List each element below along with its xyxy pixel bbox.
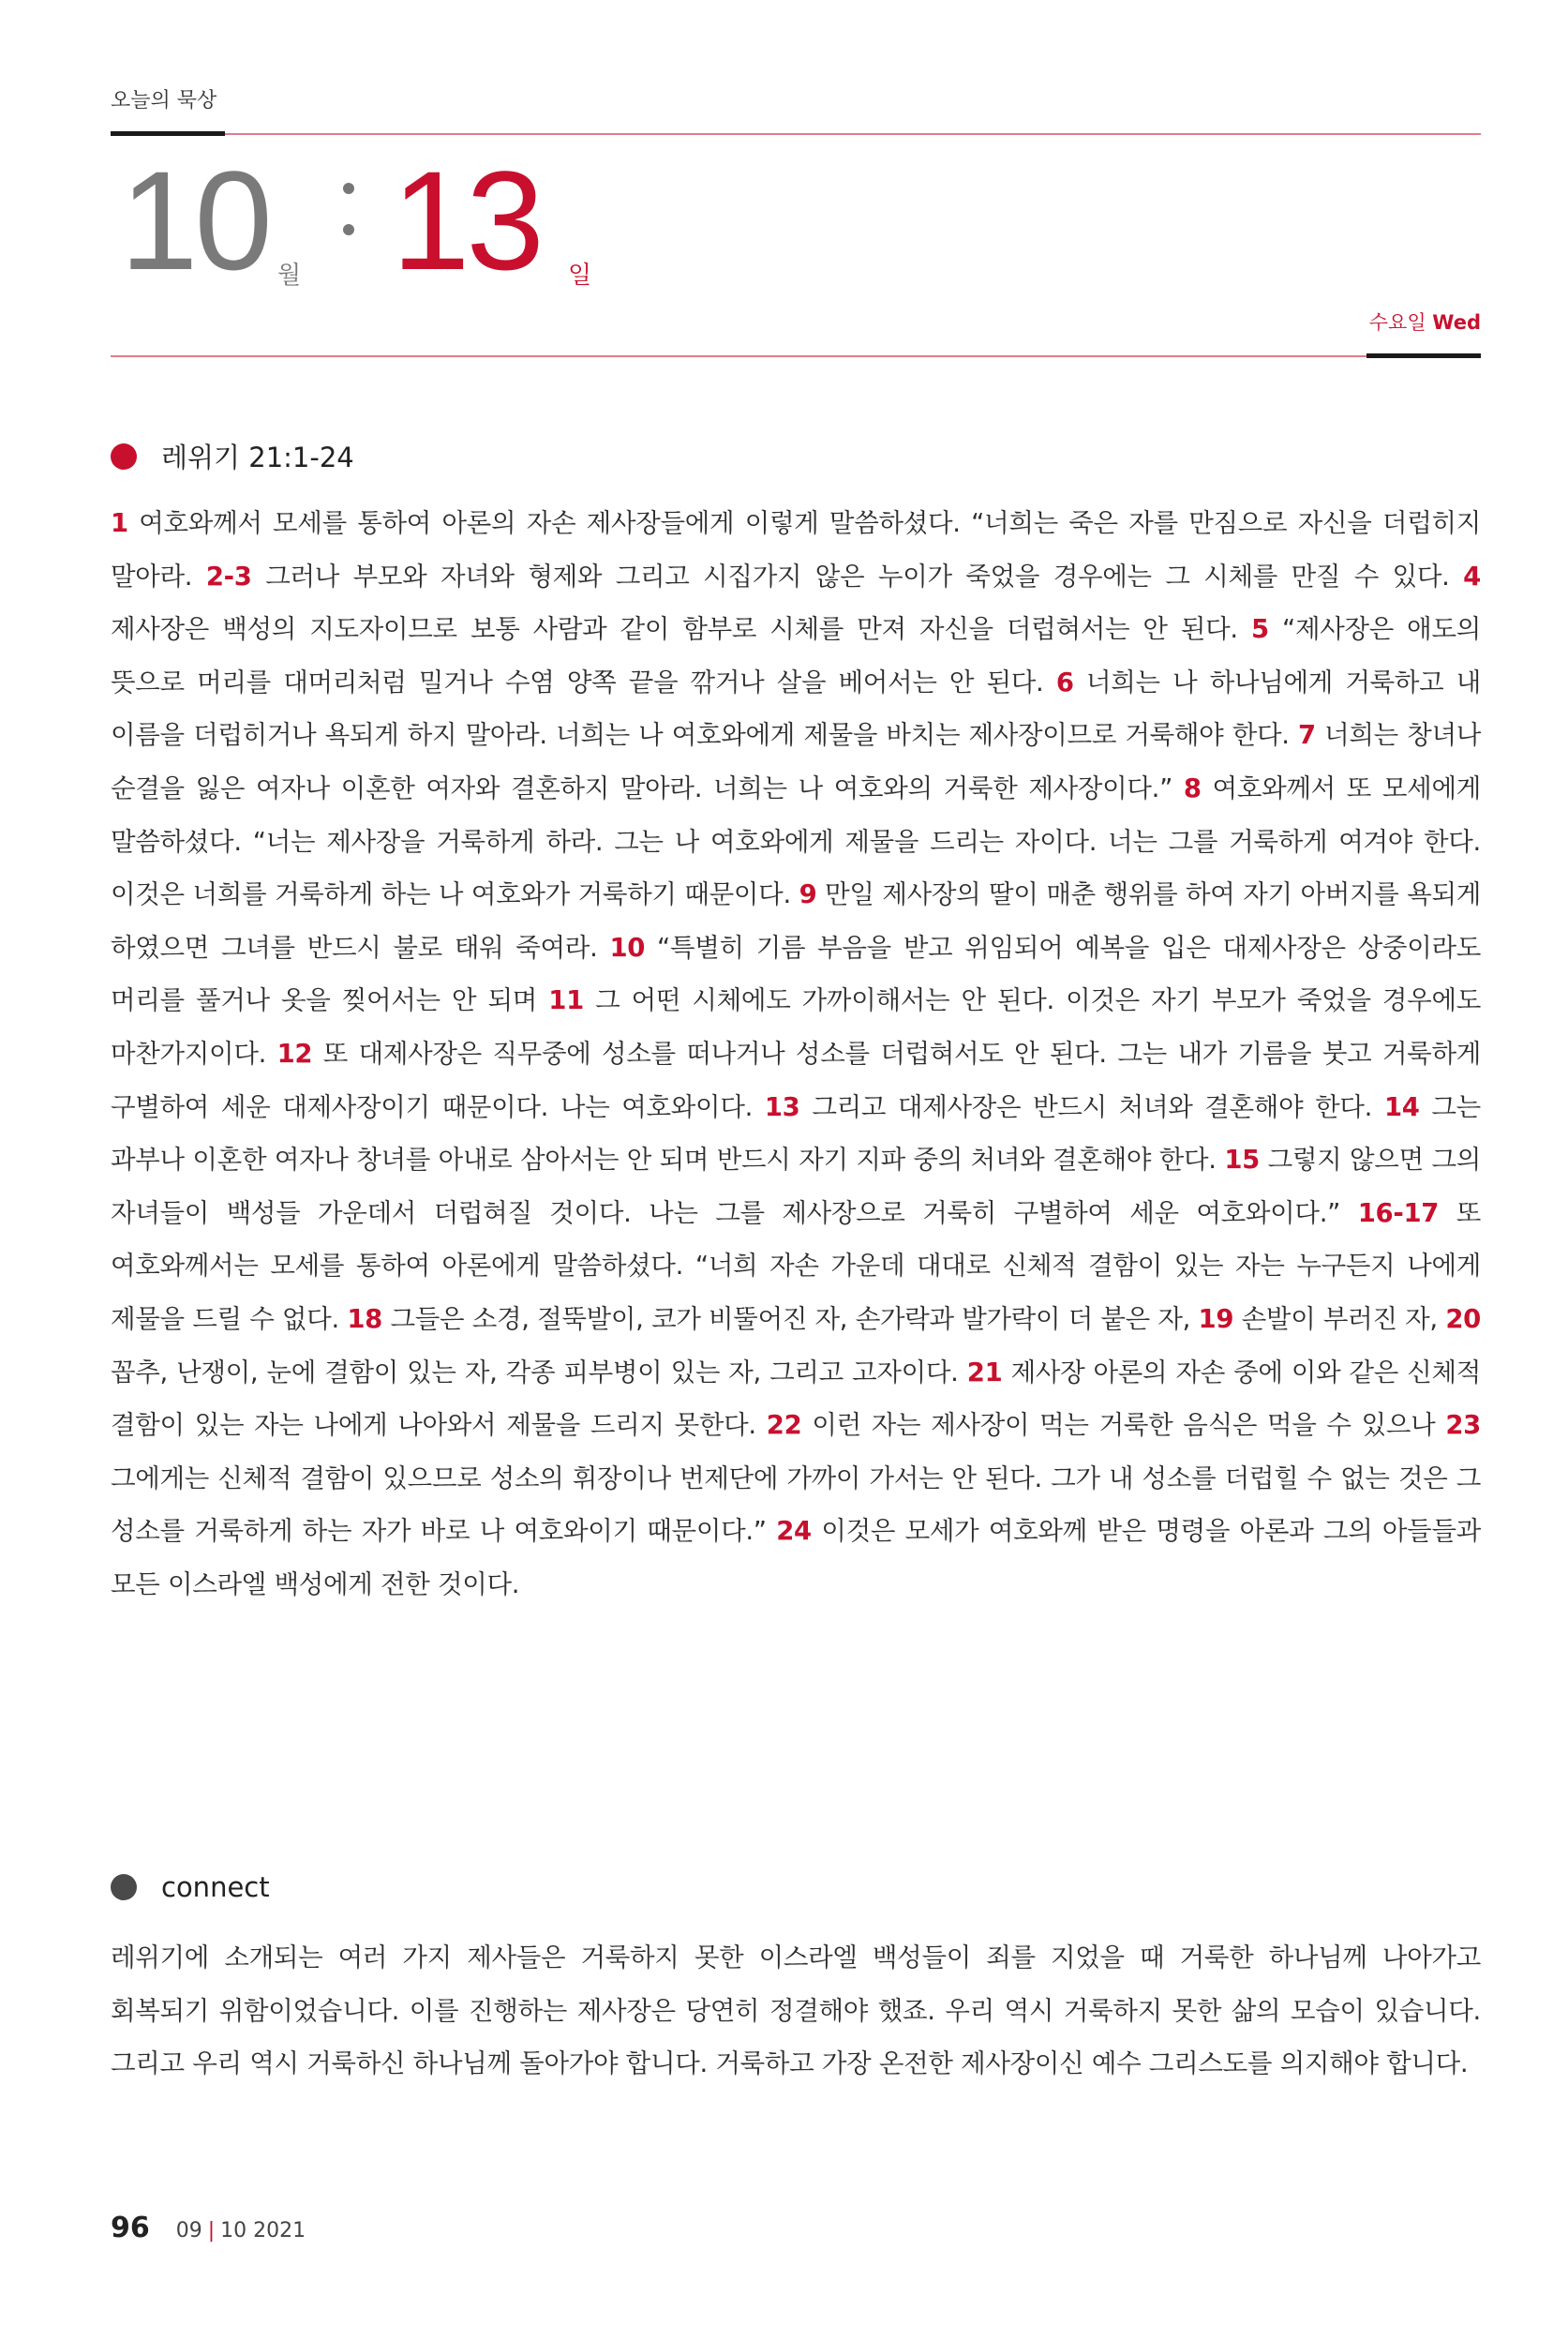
issue-separator: | xyxy=(207,2219,216,2242)
verse-text: “제사장은 애도의 뜻으로 머리를 대머리처럼 밀거나 수염 양쪽 끝을 깎거나 살을 베어서는 안 된다. xyxy=(111,614,1481,698)
weekday xyxy=(1369,308,1481,336)
verse-text: 그러나 부모와 자녀와 형제와 그리고 시집가지 않은 누이가 죽었을 경우에는 그 시체를 만질 수 있다. xyxy=(265,561,1450,592)
scripture-heading xyxy=(111,437,354,475)
verse-number: 2-3 xyxy=(205,561,252,592)
verse-number: 10 xyxy=(609,932,646,963)
page-footer xyxy=(111,2212,306,2244)
verse-text: 그들은 소경, 절뚝발이, 코가 비뚤어진 자, 손가락과 발가락이 더 붙은 자, xyxy=(390,1303,1191,1334)
day-unit: 일 xyxy=(568,262,592,290)
header-label: 오늘의 묵상 xyxy=(111,89,217,112)
header-rule-thick xyxy=(111,131,225,136)
verse-text: “특별히 기름 부음을 받고 위임되어 예복을 입은 대제사장은 상중이라도 머리를 풀거나 옷을 찢어서는 안 되며 xyxy=(111,932,1481,1016)
verse-number: 23 xyxy=(1445,1410,1481,1441)
verse-text: 그렇지 않으면 그의 자녀들이 백성들 가운데서 더럽혀질 것이다. 나는 그를 제사장으로 거룩히 구별하여 세운 여호와이다.” xyxy=(111,1145,1481,1228)
verse-number: 9 xyxy=(799,879,817,910)
verse-number: 1 xyxy=(111,508,128,538)
verse-number: 18 xyxy=(347,1303,383,1334)
verse-text: 여호와께서 또 모세에게 말씀하셨다. “너는 제사장을 거룩하게 하라. 그는 나 여호와에게 제물을 드리는 자이다. 너는 그를 거룩하게 여겨야 한다. 이것은 너희를 거룩하게 하는 나 여호와가 거룩하기 때문이다. xyxy=(111,772,1481,910)
verse-text: 여호와께서 모세를 통하여 아론의 자손 제사장들에게 이렇게 말씀하셨다. “너희는 죽은 자를 만짐으로 자신을 더럽히지 말아라. xyxy=(111,508,1481,592)
date-rule-thin xyxy=(111,355,1366,357)
verse-number: 11 xyxy=(548,985,584,1016)
scripture-reference: 레위기 21:1-24 xyxy=(161,442,354,473)
verse-number: 7 xyxy=(1297,720,1316,751)
verse-text: 그에게는 신체적 결함이 있으므로 성소의 휘장이나 번제단에 가까이 가서는 안 된다. 그가 내 성소를 더럽힐 수 없는 것은 그 성소를 거룩하게 하는 자가 바로 나 여호와이기 때문이다.” xyxy=(111,1462,1481,1547)
verse-number: 6 xyxy=(1055,667,1074,698)
verse-number: 22 xyxy=(766,1410,802,1441)
verse-number: 20 xyxy=(1445,1303,1481,1334)
month-unit: 월 xyxy=(277,262,302,290)
issue-left: 09 xyxy=(175,2219,202,2242)
verse-text: 그리고 대제사장은 반드시 처녀와 결혼해야 한다. xyxy=(812,1091,1373,1122)
issue-right: 10 2021 xyxy=(220,2219,306,2242)
verse-number: 8 xyxy=(1183,772,1202,803)
issue-info xyxy=(176,2219,306,2242)
verse-number: 15 xyxy=(1224,1145,1260,1176)
weekday-en: Wed xyxy=(1432,311,1481,334)
scripture-text xyxy=(111,497,1481,1611)
header-rule-thin xyxy=(225,133,1481,135)
day-number: 13 xyxy=(392,142,541,299)
connect-body: 레위기에 소개되는 여러 가지 제사들은 거룩하지 못한 이스라엘 백성들이 죄를 지었을 때 거룩한 하나님께 나아가고 회복되기 위함이었습니다. 이를 진행하는 제사장은 당연히 정결해야 했죠. 우리 역시 거룩하지 못한 삶의 모습이 있습니다. 그리고 우리 역시 거룩하신 하나님께 돌아가야 합니다. 거룩하고 가장 온전한 제사장이신 예수 그리스도를 의지해야 합니다. xyxy=(111,1942,1481,2079)
verse-text: 이런 자는 제사장이 먹는 거룩한 음식은 먹을 수 있으나 xyxy=(812,1410,1436,1441)
verse-text: 너희는 창녀나 순결을 잃은 여자나 이혼한 여자와 결혼하지 말아라. 너희는 나 여호와의 거룩한 제사장이다.” xyxy=(111,720,1481,803)
verse-text: 제사장은 백성의 지도자이므로 보통 사람과 같이 함부로 시체를 만져 자신을 더럽혀서는 안 된다. xyxy=(111,614,1238,645)
verse-text: 또 여호와께서는 모세를 통하여 아론에게 말씀하셨다. “너희 자손 가운데 대대로 신체적 결함이 있는 자는 누구든지 나에게 제물을 드릴 수 없다. xyxy=(111,1197,1481,1334)
verse-text: 그는 과부나 이혼한 여자나 창녀를 아내로 삼아서는 안 되며 반드시 자기 지파 중의 처녀와 결혼해야 한다. xyxy=(111,1091,1481,1176)
verse-text: 너희는 나 하나님에게 거룩하고 내 이름을 더럽히거나 욕되게 하지 말아라. 너희는 나 여호와에게 제물을 바치는 제사장이므로 거룩해야 한다. xyxy=(111,667,1481,751)
connect-heading xyxy=(111,1871,270,1903)
verse-text: 또 대제사장은 직무중에 성소를 떠나거나 성소를 더럽혀서도 안 된다. 그는 내가 기름을 붓고 거룩하게 구별하여 세운 대제사장이기 때문이다. 나는 여호와이다. xyxy=(111,1038,1481,1122)
verse-number: 4 xyxy=(1463,561,1481,592)
verse-number: 16-17 xyxy=(1357,1197,1440,1228)
month-number: 10 xyxy=(120,142,269,299)
verse-number: 24 xyxy=(776,1516,812,1547)
verse-text: 이것은 모세가 여호와께 받은 명령을 아론과 그의 아들들과 모든 이스라엘 백성에게 전한 것이다. xyxy=(111,1516,1481,1599)
verse-text: 손발이 부러진 자, xyxy=(1241,1303,1438,1334)
verse-number: 14 xyxy=(1383,1091,1420,1122)
verse-number: 12 xyxy=(276,1038,313,1069)
connect-title: connect xyxy=(161,1871,270,1903)
verse-number: 13 xyxy=(764,1091,800,1122)
verse-text: 꼽추, 난쟁이, 눈에 결함이 있는 자, 각종 피부병이 있는 자, 그리고 고자이다. xyxy=(111,1357,959,1388)
verse-number: 19 xyxy=(1198,1303,1234,1334)
date-colon xyxy=(343,183,356,258)
page-number: 96 xyxy=(111,2212,150,2244)
gray-bullet-icon xyxy=(111,1874,137,1900)
verse-text: 제사장 아론의 자손 중에 이와 같은 신체적 결함이 있는 자는 나에게 나아와서 제물을 드리지 못한다. xyxy=(111,1357,1481,1441)
verse-text: 만일 제사장의 딸이 매춘 행위를 하여 자기 아버지를 욕되게 하였으면 그녀를 반드시 불로 태워 죽여라. xyxy=(111,879,1482,963)
red-bullet-icon xyxy=(111,443,137,470)
verse-text: 그 어떤 시체에도 가까이해서는 안 된다. 이것은 자기 부모가 죽었을 경우에도 마찬가지이다. xyxy=(111,985,1481,1069)
verse-number: 21 xyxy=(966,1357,1003,1388)
date-rule-thick xyxy=(1366,353,1481,358)
weekday-kr: 수요일 xyxy=(1368,311,1426,334)
verse-number: 5 xyxy=(1250,614,1269,645)
